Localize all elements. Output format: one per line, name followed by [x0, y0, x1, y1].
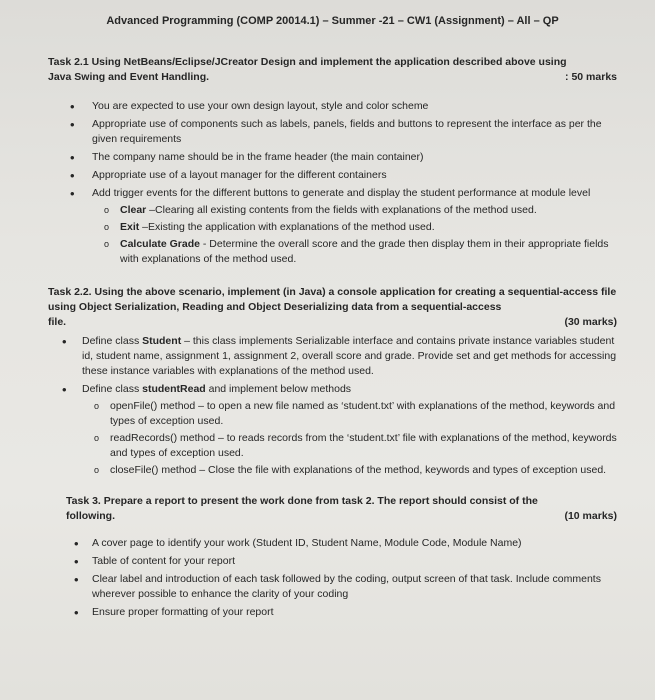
task-2-1-title: Task 2.1 Using NetBeans/Eclipse/JCreator Design and implement the application described above using: [48, 56, 567, 68]
task-2-2-list: [48, 334, 617, 478]
task-2-1-section: [48, 55, 617, 267]
list-item: • Appropriate use of a layout manager for the different containers: [48, 168, 617, 183]
list-item-text: Add trigger events for the different buttons to generate and display the student performance at module level: [92, 187, 591, 199]
sub-item-clear: o Clear –Clearing all existing contents from the fields with explanations of the method used.: [92, 203, 617, 218]
task-2-2-marks: (30 marks): [564, 316, 617, 328]
task-3-title-end: following.: [66, 510, 115, 522]
sub-item-closefile: o closeFile() method – Close the file with explanations of the method, keywords and types of exception used.: [82, 463, 617, 478]
task-2-1-list: [48, 99, 617, 267]
student-read-methods-list: [82, 399, 617, 478]
task-3-list: [66, 536, 617, 620]
task-2-2-heading: [48, 285, 617, 330]
list-item: • Table of content for your report: [66, 554, 617, 569]
sub-item-exit: o Exit –Existing the application with explanations of the method used.: [92, 220, 617, 235]
sub-item-openfile: o openFile() method – to open a new file named as ‘student.txt’ with explanations of the method, keywords and types of exception used.: [82, 399, 617, 429]
task-2-2-title: Task 2.2. Using the above scenario, implement (in Java) a console application for creating a sequential-access file using Object Serialization, Reading and Object Deserializing data from a sequential-access: [48, 286, 617, 313]
button-events-list: [92, 203, 617, 267]
document-header: Advanced Programming (COMP 20014.1) – Summer -21 – CW1 (Assignment) – All – QP: [106, 15, 559, 27]
list-item: • Clear label and introduction of each task followed by the coding, output screen of that task. Include comments wherever possible to enhance the clarity of your coding: [66, 572, 617, 602]
task-2-1-title-end: Java Swing and Event Handling.: [48, 71, 210, 83]
list-item: • Define class Student – this class implements Serializable interface and contains private instance variables student id, student name, assignment 1, assignment 2, overall score and grade. Provide set and get methods for accessing these instance variables with explanations of the method used.: [48, 334, 617, 379]
list-item: • Ensure proper formatting of your report: [66, 605, 617, 620]
task-2-1-marks: : 50 marks: [565, 71, 617, 83]
task-3-marks: (10 marks): [564, 510, 617, 522]
list-item: • The company name should be in the frame header (the main container): [48, 150, 617, 165]
task-2-1-heading: [48, 55, 617, 85]
sub-item-readrecords: o readRecords() method – to reads records from the ‘student.txt’ file with explanations of the method, keywords and types of exception used.: [82, 431, 617, 461]
sub-item-calculate-grade: o Calculate Grade - Determine the overall score and the grade then display them in their appropriate fields with explanations of the method used.: [92, 237, 617, 267]
task-2-2-title-end: file.: [48, 316, 67, 328]
task-3-title: Task 3. Prepare a report to present the work done from task 2. The report should consist of the: [66, 495, 538, 507]
task-3-heading: [66, 494, 617, 524]
task-2-2-section: [48, 285, 617, 478]
list-item: [48, 186, 617, 267]
list-item: • Define class studentRead and implement below methods o openFile() method – to open a new file named as ‘student.txt’ with explanations of the method, keywords and types of exception used. o readRecords() method – to reads records from the ‘student.txt’ file with explanations of the method, keywords and types of exception used. o closeFile() method – Close the file with explanations of the method, keywords and types of exception used.: [48, 382, 617, 478]
list-item: • Appropriate use of components such as labels, panels, fields and buttons to represent the interface as per the given requirements: [48, 117, 617, 147]
list-item: • A cover page to identify your work (Student ID, Student Name, Module Code, Module Name): [66, 536, 617, 551]
list-item: • You are expected to use your own design layout, style and color scheme: [48, 99, 617, 114]
task-3-section: [66, 494, 617, 620]
